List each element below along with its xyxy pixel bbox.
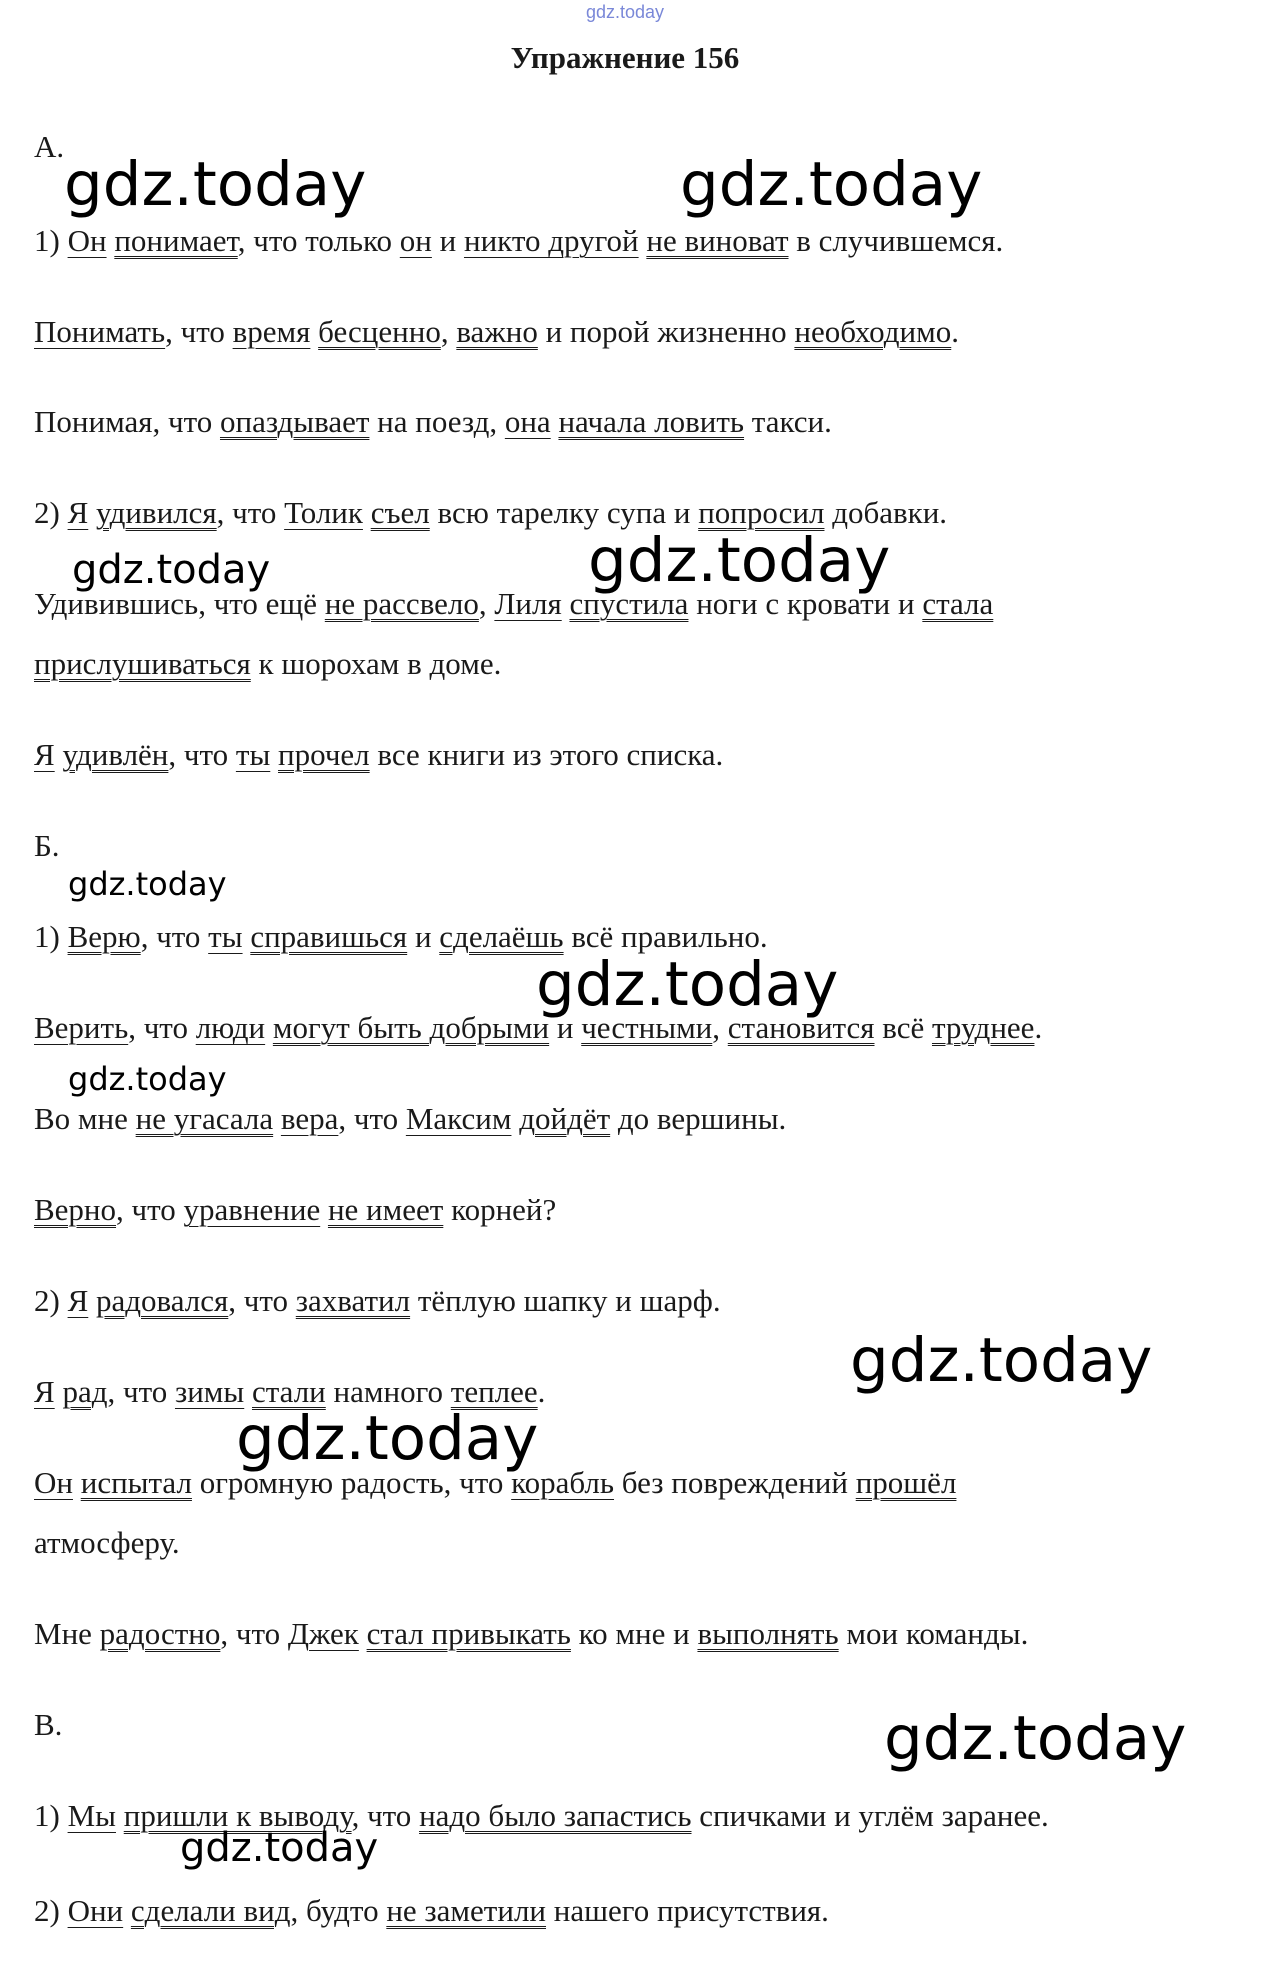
sentence: Он испытал огромную радость, что корабль без повреждений прошёл <box>34 1465 957 1500</box>
sentence: Мне радостно, что Джек стал привыкать ко мне и выполнять мои команды. <box>34 1616 1029 1651</box>
watermark: gdz.today <box>884 1703 1187 1774</box>
watermark: gdz.today <box>68 865 227 903</box>
watermark: gdz.today <box>68 1060 227 1098</box>
watermark: gdz.today <box>236 1403 539 1474</box>
watermark: gdz.today <box>72 547 271 593</box>
site-label: gdz.today <box>585 2 665 22</box>
section-c-label: В. <box>34 1707 63 1742</box>
sentence: Я рад, что зимы стали намного теплее. <box>34 1374 546 1409</box>
page-title: Упражнение 156 <box>510 40 740 75</box>
watermark: gdz.today <box>180 1825 379 1871</box>
sentence: 2) Они сделали вид, будто не заметили нашего присутствия. <box>34 1893 829 1928</box>
sentence: атмосферу. <box>34 1525 180 1560</box>
section-a-label: А. <box>34 129 65 164</box>
sentence: Верить, что люди могут быть добрыми и честными, становится всё труднее. <box>34 1010 1043 1045</box>
section-b-label: Б. <box>34 828 60 863</box>
sentence: 2) Я радовался, что захватил тёплую шапку и шарф. <box>34 1283 721 1318</box>
sentence: 1) Мы пришли к выводу, что надо было запастись спичками и углём заранее. <box>34 1798 1049 1833</box>
sentence: Удивившись, что ещё не рассвело, Лиля спустила ноги с кровати и стала <box>34 586 994 621</box>
sentence: прислушиваться к шорохам в доме. <box>34 646 502 681</box>
sentence: Я удивлён, что ты прочел все книги из этого списка. <box>34 737 724 772</box>
watermark: gdz.today <box>680 149 983 220</box>
watermark: gdz.today <box>588 525 891 596</box>
sentence: Понимать, что время бесценно, важно и порой жизненно необходимо. <box>34 314 959 349</box>
sentence: Верно, что уравнение не имеет корней? <box>34 1192 557 1227</box>
sentence: Во мне не угасала вера, что Максим дойдёт до вершины. <box>34 1101 787 1136</box>
sentence: 2) Я удивился, что Толик съел всю тарелку супа и попросил добавки. <box>34 495 948 530</box>
sentence: 1) Верю, что ты справишься и сделаёшь всё правильно. <box>34 919 768 954</box>
sentence: Понимая, что опаздывает на поезд, она начала ловить такси. <box>34 404 832 439</box>
sentence: 1) Он понимает, что только он и никто другой не виноват в случившемся. <box>34 223 1004 258</box>
watermark: gdz.today <box>850 1325 1153 1396</box>
watermark: gdz.today <box>64 149 367 220</box>
watermark: gdz.today <box>536 949 839 1020</box>
